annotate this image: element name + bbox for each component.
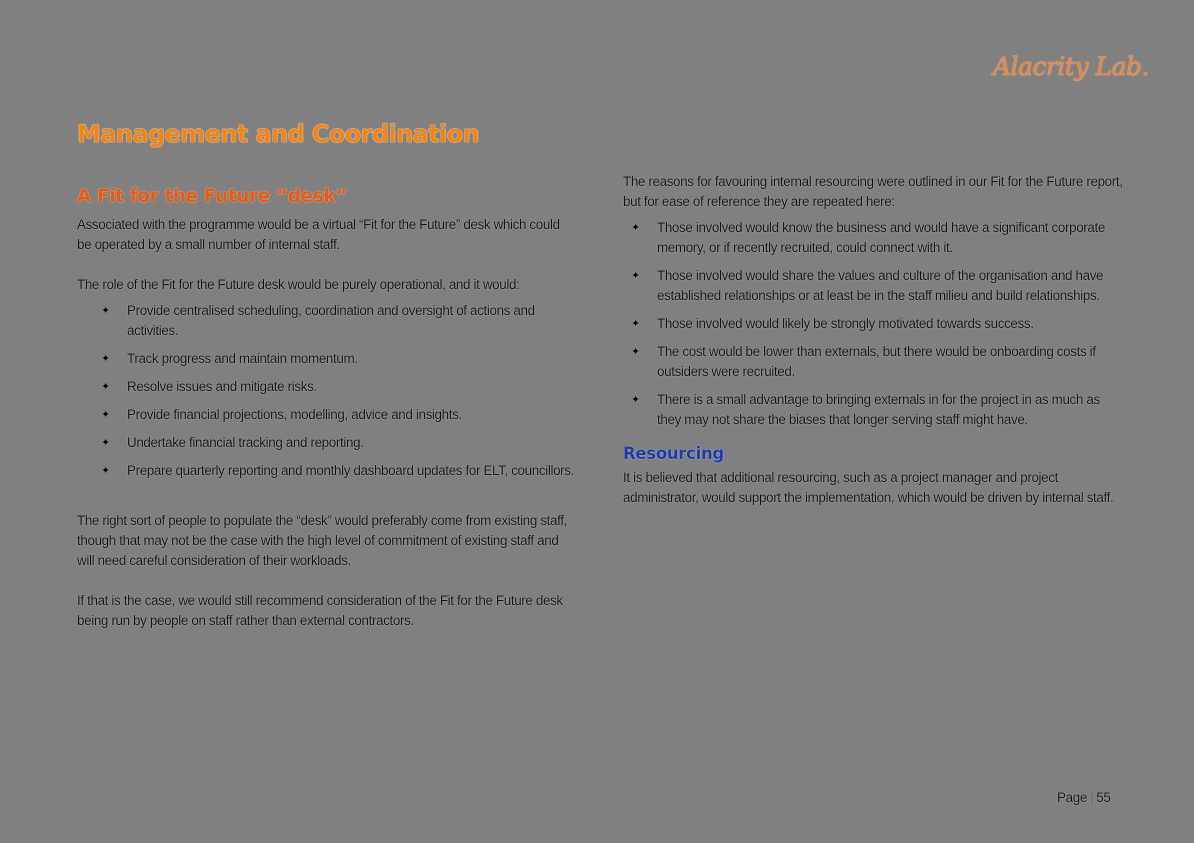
right-column (623, 172, 1123, 508)
list-item: ✦ Resolve issues and mitigate risks. (77, 377, 577, 397)
bullet-icon: ✦ (101, 381, 110, 393)
list-item: ✦ Undertake financial tracking and reporting. (77, 433, 577, 453)
recommend-paragraph: If that is the case, we would still recommend consideration of the Fit for the Future desk being run by people on staff rather than external contractors. (77, 593, 563, 628)
desk-intro-paragraph: Associated with the programme would be a virtual “Fit for the Future” desk which could be operated by a small number of internal staff. (77, 217, 560, 252)
page-label: Page (1057, 790, 1088, 805)
bullet-icon: ✦ (631, 318, 640, 330)
bullet-icon: ✦ (631, 394, 640, 406)
bullet-icon: ✦ (631, 346, 640, 358)
bullet-icon: ✦ (631, 222, 640, 234)
list-item: ✦ Those involved would likely be strongly motivated towards success. (623, 314, 1123, 334)
page-number: 55 (1096, 790, 1111, 805)
reasons-intro-paragraph: The reasons for favouring internal resourcing were outlined in our Fit for the Future report, but for ease of reference they are repeated here: (623, 174, 1123, 209)
list-item: ✦ There is a small advantage to bringing externals in for the project in as much as they may not share the biases that longer serving staff might have. (631, 392, 1100, 427)
list-item: ✦ The cost would be lower than externals, but there would be onboarding costs if outsiders were recruited. (631, 344, 1096, 379)
list-item: ✦ Provide centralised scheduling, coordination and oversight of actions and activities. (101, 303, 535, 338)
resourcing-heading: Resourcing (623, 444, 724, 463)
bullet-icon: ✦ (101, 305, 110, 317)
alacrity-lab-logo: Alacrity Lab. (993, 52, 1149, 81)
list-item: ✦ Those involved would share the values and culture of the organisation and have established relationships or at least be in the staff milieu and build relationships. (631, 268, 1104, 303)
resourcing-paragraph: It is believed that additional resourcing, such as a project manager and project administrator, would support the implementation, which would be driven by internal staff. (623, 470, 1114, 505)
fit-for-future-desk-heading: A Fit for the Future “desk” (77, 186, 347, 207)
page-footer (1057, 790, 1111, 805)
page-title: Management and Coordination (77, 120, 480, 148)
bullet-icon: ✦ (101, 465, 110, 477)
people-paragraph: The right sort of people to populate the “desk” would preferably come from existing staff, though that may not be the case with the high level of commitment of existing staff and will need careful consideration of their workloads. (77, 513, 568, 568)
list-item: ✦ Those involved would know the business and would have a significant corporate memory, or if recently recruited, could connect with it. (631, 220, 1105, 255)
role-bullet-list (77, 301, 577, 481)
bullet-icon: ✦ (631, 270, 640, 282)
left-column (77, 186, 577, 631)
bullet-icon: ✦ (101, 409, 110, 421)
footer-separator: | (1090, 790, 1094, 805)
bullet-icon: ✦ (101, 437, 110, 449)
list-item: ✦ Provide financial projections, modelling, advice and insights. (77, 405, 577, 425)
role-intro-paragraph: The role of the Fit for the Future desk would be purely operational, and it would: (77, 277, 520, 292)
list-item: ✦ Track progress and maintain momentum. (77, 349, 577, 369)
list-item: ✦ Prepare quarterly reporting and monthly dashboard updates for ELT, councillors. (77, 461, 577, 481)
bullet-icon: ✦ (101, 353, 110, 365)
reasons-bullet-list (623, 218, 1123, 430)
